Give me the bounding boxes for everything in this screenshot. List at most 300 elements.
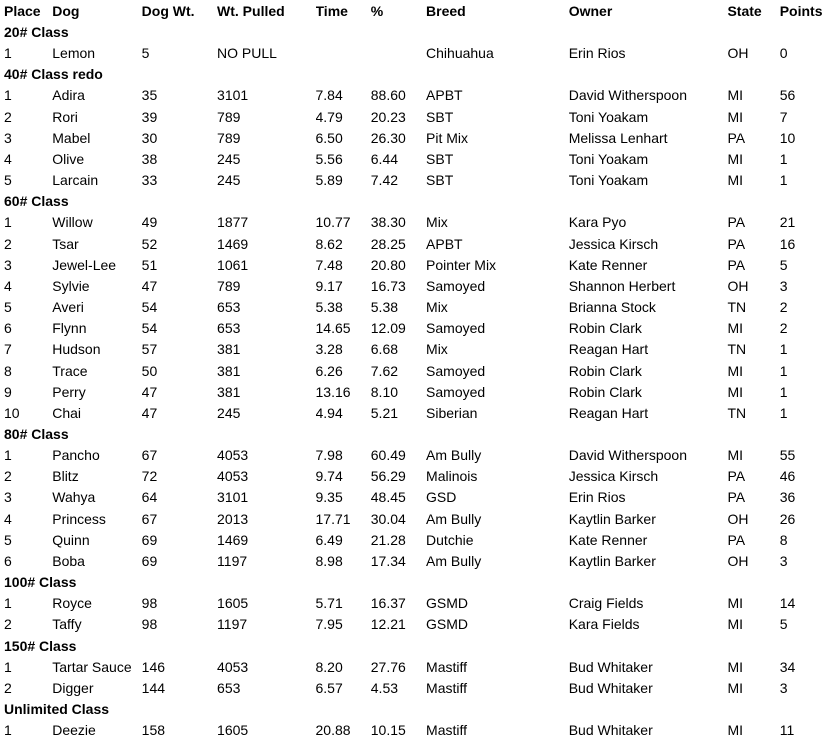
cell-weight-pulled: 1469	[217, 531, 249, 548]
cell-weight-pulled: 381	[217, 362, 241, 379]
cell-breed: Pit Mix	[426, 129, 469, 146]
cell-owner: Robin Clark	[568, 320, 642, 337]
cell-points: 3	[779, 679, 788, 696]
class-header-row	[0, 22, 830, 43]
cell-weight-pulled: 245	[217, 404, 241, 421]
cell-place: 4	[4, 277, 12, 294]
cell-place: 1	[4, 447, 12, 464]
cell-percent: 28.25	[370, 235, 406, 252]
cell-breed: Samoyed	[426, 320, 486, 337]
cell-state: PA	[727, 531, 746, 548]
cell-owner: Kaytlin Barker	[568, 552, 656, 569]
cell-dog: Jewel-Lee	[52, 256, 117, 273]
cell-percent: 5.38	[370, 299, 399, 316]
cell-place: 6	[4, 552, 12, 569]
cell-points: 55	[779, 447, 796, 464]
class-title: 150# Class	[4, 637, 77, 654]
cell-weight-pulled: 653	[217, 679, 241, 696]
cell-weight-pulled: 4053	[217, 658, 249, 675]
cell-points: 2	[779, 299, 788, 316]
cell-weight-pulled: 1605	[217, 722, 249, 739]
header-dog-weight: Dog Wt.	[141, 3, 195, 19]
cell-dog: Olive	[52, 150, 85, 167]
cell-owner: Reagan Hart	[568, 341, 649, 358]
cell-owner: Robin Clark	[568, 362, 642, 379]
cell-percent: 30.04	[370, 510, 406, 527]
cell-weight-pulled: 245	[217, 172, 241, 189]
cell-place: 1	[4, 722, 12, 739]
header-state: State	[727, 3, 762, 19]
cell-weight-pulled: 381	[217, 383, 241, 400]
cell-state: PA	[727, 214, 746, 231]
cell-place: 2	[4, 679, 12, 696]
cell-dog-weight: 49	[141, 214, 158, 231]
cell-owner: Kate Renner	[568, 256, 648, 273]
cell-state: TN	[727, 299, 747, 316]
cell-points: 7	[779, 108, 788, 125]
cell-points: 5	[779, 256, 788, 273]
class-title: 20# Class	[4, 24, 69, 40]
cell-dog-weight: 146	[141, 658, 166, 675]
cell-weight-pulled: 789	[217, 277, 241, 294]
table-row	[0, 466, 830, 487]
header-row	[0, 0, 830, 22]
table-row	[0, 170, 830, 191]
cell-dog: Boba	[52, 552, 85, 569]
cell-place: 5	[4, 172, 12, 189]
header-breed: Breed	[426, 3, 466, 19]
cell-state: MI	[727, 679, 744, 696]
cell-points: 1	[779, 362, 788, 379]
cell-dog-weight: 144	[141, 679, 166, 696]
cell-percent: 10.15	[370, 722, 406, 739]
cell-points: 1	[779, 150, 788, 167]
cell-weight-pulled: 4053	[217, 468, 249, 485]
cell-time: 4.94	[315, 404, 343, 421]
table-row	[0, 487, 830, 508]
cell-place: 2	[4, 235, 12, 252]
table-row	[0, 720, 830, 741]
cell-place: 2	[4, 616, 12, 633]
cell-time: 9.74	[315, 468, 343, 485]
cell-breed: Am Bully	[426, 447, 482, 464]
cell-weight-pulled: 653	[217, 299, 241, 316]
cell-dog-weight: 39	[141, 108, 158, 125]
cell-breed: Pointer Mix	[426, 256, 497, 273]
cell-place: 2	[4, 468, 12, 485]
cell-dog: Tartar Sauce	[52, 658, 132, 675]
cell-breed: SBT	[426, 150, 454, 167]
cell-weight-pulled: NO PULL	[217, 45, 277, 62]
cell-points: 21	[779, 214, 796, 231]
cell-dog: Blitz	[52, 468, 79, 485]
cell-percent: 8.10	[370, 383, 399, 400]
table-row	[0, 339, 830, 360]
cell-dog: Wahya	[52, 489, 96, 506]
cell-weight-pulled: 1197	[217, 552, 248, 569]
cell-owner: Toni Yoakam	[568, 172, 649, 189]
cell-dog: Perry	[52, 383, 86, 400]
cell-weight-pulled: 1469	[217, 235, 249, 252]
cell-weight-pulled: 1605	[217, 595, 249, 612]
cell-dog: Pancho	[52, 447, 100, 464]
table-row	[0, 149, 830, 170]
class-header-row	[0, 64, 830, 85]
cell-dog: Averi	[52, 299, 84, 316]
cell-breed: SBT	[426, 108, 454, 125]
cell-percent: 12.21	[370, 616, 406, 633]
cell-breed: GSMD	[426, 595, 469, 612]
cell-place: 4	[4, 510, 12, 527]
cell-dog-weight: 50	[141, 362, 158, 379]
cell-breed: APBT	[426, 87, 463, 104]
cell-breed: Samoyed	[426, 362, 486, 379]
cell-breed: Malinois	[426, 468, 478, 485]
cell-time: 8.62	[315, 235, 343, 252]
cell-place: 6	[4, 320, 12, 337]
cell-dog: Deezie	[52, 722, 96, 739]
cell-state: PA	[727, 489, 746, 506]
cell-percent: 60.49	[370, 447, 406, 464]
cell-points: 1	[779, 383, 788, 400]
table-row	[0, 593, 830, 614]
cell-dog-weight: 54	[141, 320, 158, 337]
cell-dog: Flynn	[52, 320, 87, 337]
cell-percent: 20.80	[370, 256, 406, 273]
cell-weight-pulled: 1877	[217, 214, 249, 231]
cell-owner: Shannon Herbert	[568, 277, 676, 294]
cell-dog-weight: 72	[141, 468, 158, 485]
header-place: Place	[4, 3, 41, 19]
results-body	[0, 22, 830, 741]
cell-place: 1	[4, 214, 12, 231]
cell-dog: Royce	[52, 595, 92, 612]
cell-dog: Chai	[52, 404, 82, 421]
class-header-row	[0, 424, 830, 445]
cell-breed: Mix	[426, 299, 448, 316]
cell-time: 20.88	[315, 722, 351, 739]
table-row	[0, 43, 830, 64]
cell-owner: David Witherspoon	[568, 447, 687, 464]
table-row	[0, 85, 830, 106]
cell-points: 46	[779, 468, 796, 485]
cell-place: 1	[4, 45, 12, 62]
cell-percent: 12.09	[370, 320, 406, 337]
cell-breed: GSMD	[426, 616, 469, 633]
table-row	[0, 297, 830, 318]
cell-percent: 21.28	[370, 531, 406, 548]
cell-owner: Kate Renner	[568, 531, 648, 548]
cell-points: 10	[779, 129, 796, 146]
cell-time: 9.17	[315, 277, 343, 294]
cell-dog-weight: 57	[141, 341, 158, 358]
cell-breed: Am Bully	[426, 510, 482, 527]
cell-time: 14.65	[315, 320, 351, 337]
table-row	[0, 678, 830, 699]
cell-owner: Craig Fields	[568, 595, 644, 612]
cell-state: MI	[727, 595, 744, 612]
cell-place: 1	[4, 87, 12, 104]
cell-state: MI	[727, 320, 744, 337]
cell-breed: Mix	[426, 214, 448, 231]
cell-percent: 4.53	[370, 679, 399, 696]
cell-weight-pulled: 1061	[217, 256, 249, 273]
header-weight-pulled: Wt. Pulled	[217, 3, 285, 19]
cell-place: 5	[4, 299, 12, 316]
cell-owner: Jessica Kirsch	[568, 235, 659, 252]
cell-place: 3	[4, 256, 12, 273]
cell-percent: 27.76	[370, 658, 406, 675]
cell-dog-weight: 64	[141, 489, 158, 506]
cell-place: 9	[4, 383, 12, 400]
class-title: 60# Class	[4, 193, 69, 210]
cell-dog-weight: 47	[141, 277, 158, 294]
cell-time: 4.79	[315, 108, 343, 125]
cell-owner: Toni Yoakam	[568, 108, 649, 125]
cell-state: MI	[727, 172, 744, 189]
cell-time: 6.57	[315, 679, 343, 696]
cell-weight-pulled: 3101	[217, 87, 249, 104]
cell-state: MI	[727, 722, 744, 739]
cell-time: 7.48	[315, 256, 343, 273]
table-row	[0, 403, 830, 424]
class-title: 80# Class	[4, 425, 69, 442]
table-row	[0, 128, 830, 149]
cell-dog-weight: 98	[141, 595, 158, 612]
cell-points: 26	[779, 510, 796, 527]
cell-weight-pulled: 789	[217, 129, 241, 146]
cell-percent: 26.30	[370, 129, 406, 146]
cell-dog-weight: 67	[141, 447, 158, 464]
cell-place: 5	[4, 531, 12, 548]
cell-state: MI	[727, 658, 744, 675]
cell-weight-pulled: 653	[217, 320, 241, 337]
cell-percent: 48.45	[370, 489, 406, 506]
cell-weight-pulled: 1197	[217, 616, 248, 633]
cell-time: 5.56	[315, 150, 343, 167]
table-row	[0, 551, 830, 572]
cell-dog-weight: 69	[141, 531, 158, 548]
cell-owner: Erin Rios	[568, 489, 626, 506]
cell-place: 1	[4, 658, 12, 675]
cell-dog-weight: 158	[141, 722, 166, 739]
cell-time: 9.35	[315, 489, 343, 506]
cell-points: 11	[779, 722, 795, 739]
cell-time: 3.28	[315, 341, 343, 358]
cell-breed: Dutchie	[426, 531, 474, 548]
cell-points: 14	[779, 595, 796, 612]
table-row	[0, 212, 830, 233]
cell-time: 6.49	[315, 531, 343, 548]
cell-place: 1	[4, 595, 12, 612]
cell-owner: Bud Whitaker	[568, 722, 653, 739]
cell-time: 13.16	[315, 383, 351, 400]
cell-owner: Toni Yoakam	[568, 150, 649, 167]
cell-points: 36	[779, 489, 796, 506]
cell-owner: Jessica Kirsch	[568, 468, 659, 485]
cell-dog: Mabel	[52, 129, 91, 146]
cell-dog-weight: 35	[141, 87, 158, 104]
cell-dog-weight: 52	[141, 235, 158, 252]
cell-dog: Adira	[52, 87, 85, 104]
cell-place: 8	[4, 362, 12, 379]
cell-dog: Sylvie	[52, 277, 90, 294]
header-percent: %	[370, 3, 384, 19]
cell-place: 4	[4, 150, 12, 167]
table-row	[0, 530, 830, 551]
class-title: 40# Class redo	[4, 66, 103, 83]
cell-weight-pulled: 3101	[217, 489, 249, 506]
cell-state: PA	[727, 256, 746, 273]
cell-percent: 6.68	[370, 341, 399, 358]
cell-breed: Chihuahua	[426, 45, 494, 62]
cell-percent	[371, 43, 426, 64]
cell-owner: Robin Clark	[568, 383, 642, 400]
class-header-row	[0, 191, 830, 212]
cell-points: 34	[779, 658, 796, 675]
cell-weight-pulled: 381	[217, 341, 241, 358]
cell-state: MI	[727, 87, 744, 104]
class-header-row	[0, 636, 830, 657]
cell-time	[316, 43, 371, 64]
cell-dog: Larcain	[52, 172, 99, 189]
cell-state: PA	[727, 129, 746, 146]
cell-owner: Erin Rios	[568, 45, 626, 62]
cell-time: 5.71	[315, 595, 343, 612]
cell-state: TN	[727, 341, 747, 358]
cell-state: PA	[727, 235, 746, 252]
cell-percent: 17.34	[370, 552, 406, 569]
cell-owner: Kara Pyo	[568, 214, 627, 231]
table-row	[0, 657, 830, 678]
cell-dog-weight: 51	[141, 256, 158, 273]
cell-time: 8.98	[315, 552, 343, 569]
cell-percent: 5.21	[370, 404, 399, 421]
cell-percent: 88.60	[370, 87, 406, 104]
table-row	[0, 509, 830, 530]
cell-weight-pulled: 2013	[217, 510, 249, 527]
cell-place: 3	[4, 129, 12, 146]
header-dog: Dog	[52, 3, 80, 19]
table-row	[0, 361, 830, 382]
cell-time: 6.50	[315, 129, 343, 146]
cell-points: 3	[779, 552, 788, 569]
cell-weight-pulled: 4053	[217, 447, 249, 464]
table-row	[0, 276, 830, 297]
cell-points: 16	[779, 235, 796, 252]
cell-percent: 7.42	[370, 172, 399, 189]
cell-owner: Melissa Lenhart	[568, 129, 668, 146]
cell-breed: APBT	[426, 235, 463, 252]
cell-dog-weight: 5	[141, 45, 150, 62]
cell-percent: 16.73	[370, 277, 406, 294]
cell-state: MI	[727, 447, 744, 464]
cell-place: 2	[4, 108, 12, 125]
cell-dog-weight: 47	[141, 383, 158, 400]
cell-state: MI	[727, 108, 744, 125]
cell-points: 0	[779, 45, 788, 62]
cell-percent: 6.44	[370, 150, 399, 167]
cell-state: OH	[727, 45, 749, 62]
cell-owner: Kara Fields	[568, 616, 640, 633]
cell-state: MI	[727, 383, 744, 400]
cell-dog: Taffy	[52, 616, 82, 633]
cell-points: 1	[779, 341, 788, 358]
cell-time: 6.26	[315, 362, 343, 379]
cell-breed: Am Bully	[426, 552, 482, 569]
cell-dog-weight: 30	[141, 129, 158, 146]
cell-time: 7.84	[315, 87, 343, 104]
cell-breed: SBT	[426, 172, 454, 189]
cell-owner: Bud Whitaker	[568, 679, 653, 696]
class-title: Unlimited Class	[4, 701, 110, 717]
cell-state: OH	[727, 552, 749, 569]
cell-dog: Tsar	[52, 235, 79, 252]
cell-dog-weight: 38	[141, 150, 158, 167]
cell-place: 3	[4, 489, 12, 506]
cell-time: 7.98	[315, 447, 343, 464]
cell-dog-weight: 47	[141, 404, 158, 421]
cell-points: 1	[779, 404, 788, 421]
cell-time: 10.77	[315, 214, 351, 231]
cell-time: 5.38	[315, 299, 343, 316]
cell-dog-weight: 67	[141, 510, 158, 527]
cell-dog-weight: 33	[141, 172, 158, 189]
cell-points: 56	[779, 87, 796, 104]
cell-place: 7	[4, 341, 12, 358]
cell-time: 5.89	[315, 172, 343, 189]
cell-dog-weight: 54	[141, 299, 158, 316]
cell-percent: 7.62	[370, 362, 399, 379]
cell-place: 10	[4, 404, 20, 421]
cell-breed: Mastiff	[426, 722, 468, 739]
table-row	[0, 445, 830, 466]
table-row	[0, 234, 830, 255]
cell-breed: Mix	[426, 341, 448, 358]
cell-owner: Brianna Stock	[568, 299, 656, 316]
cell-dog: Rori	[52, 108, 78, 125]
cell-state: MI	[727, 150, 744, 167]
header-points: Points	[779, 3, 823, 19]
cell-dog-weight: 98	[141, 616, 158, 633]
cell-breed: GSD	[426, 489, 457, 506]
cell-breed: Samoyed	[426, 383, 486, 400]
cell-points: 1	[779, 172, 788, 189]
table-row	[0, 318, 830, 339]
cell-dog: Trace	[52, 362, 88, 379]
cell-dog-weight: 69	[141, 552, 158, 569]
cell-state: MI	[727, 616, 744, 633]
cell-dog: Willow	[52, 214, 93, 231]
cell-percent: 16.37	[370, 595, 406, 612]
cell-owner: Bud Whitaker	[568, 658, 653, 675]
cell-points: 5	[779, 616, 788, 633]
cell-state: OH	[727, 510, 749, 527]
cell-points: 3	[779, 277, 788, 294]
cell-breed: Samoyed	[426, 277, 486, 294]
header-time: Time	[315, 3, 348, 19]
cell-state: MI	[727, 362, 744, 379]
header-owner: Owner	[568, 3, 613, 19]
cell-dog: Quinn	[52, 531, 90, 548]
cell-breed: Mastiff	[426, 679, 468, 696]
cell-percent: 20.23	[370, 108, 406, 125]
cell-points: 2	[779, 320, 788, 337]
cell-time: 17.71	[315, 510, 351, 527]
cell-state: TN	[727, 404, 747, 421]
class-title: 100# Class	[4, 574, 77, 591]
table-row	[0, 614, 830, 635]
